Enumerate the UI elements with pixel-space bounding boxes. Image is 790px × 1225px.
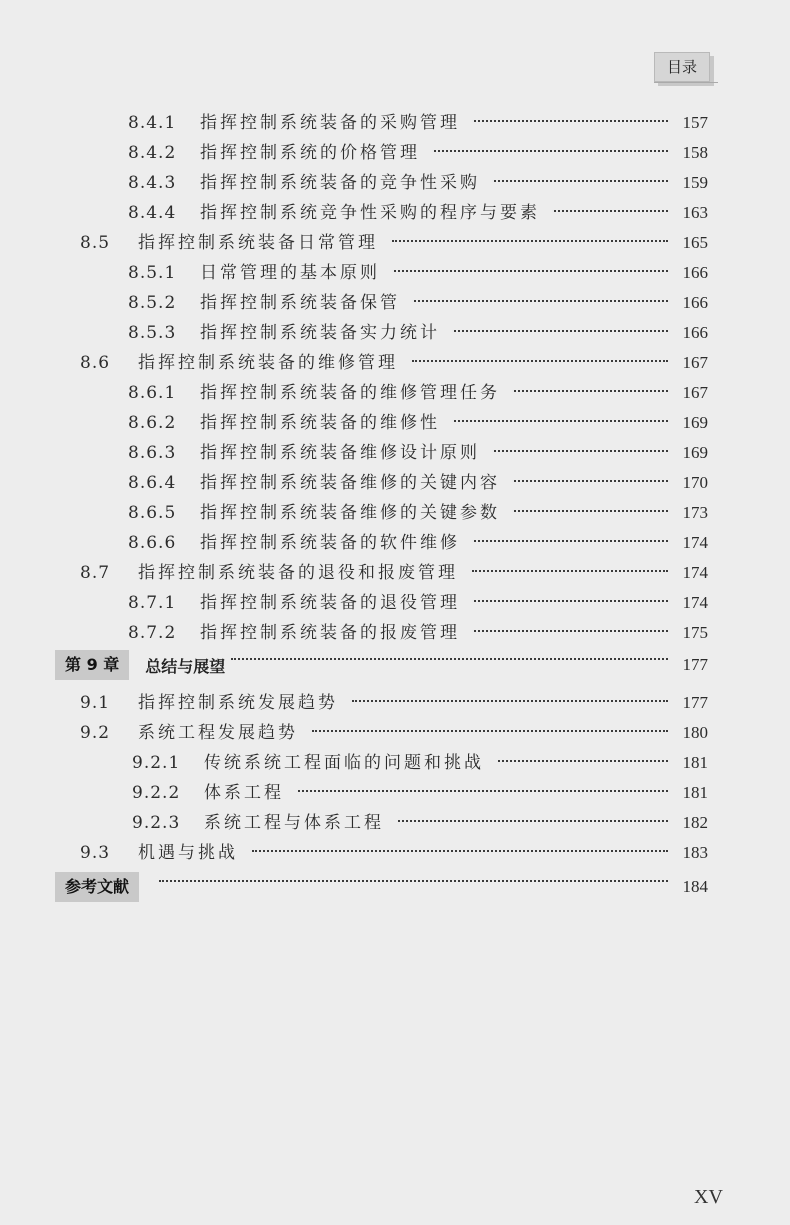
entry-page: 158 [682, 143, 708, 162]
leader-dots [312, 730, 668, 732]
entry-number: 8.7.1 [128, 593, 177, 613]
leader-dots [554, 210, 668, 212]
entry-number: 8.4.2 [128, 143, 177, 163]
entry-page: 163 [682, 203, 708, 222]
entry-number: 8.6.6 [128, 533, 177, 553]
entry-page: 183 [682, 843, 708, 862]
entry-page: 165 [682, 233, 708, 252]
entry-number: 8.6.2 [128, 413, 177, 433]
entry-number: 8.6 [80, 353, 111, 373]
entry-page: 167 [682, 383, 708, 402]
toc-references[interactable] [55, 872, 708, 902]
entry-title: 机遇与挑战 [138, 843, 238, 863]
entry-number: 8.5.2 [128, 293, 177, 313]
toc-entry[interactable] [128, 318, 708, 348]
entry-page: 166 [682, 323, 708, 342]
entry-title: 指挥控制系统装备的维修管理任务 [200, 383, 500, 403]
entry-number: 8.6.3 [128, 443, 177, 463]
entry-title: 指挥控制系统装备日常管理 [138, 233, 378, 253]
header-rule [654, 82, 718, 83]
entry-page: 173 [682, 503, 708, 522]
toc-entry[interactable] [128, 528, 708, 558]
entry-title: 指挥控制系统装备实力统计 [200, 323, 440, 343]
entry-title: 指挥控制系统装备的维修管理 [138, 353, 398, 373]
leader-dots [394, 270, 668, 272]
leader-dots [159, 880, 668, 882]
entry-page: 181 [682, 783, 708, 802]
entry-number: 8.7.2 [128, 623, 177, 643]
entry-title: 指挥控制系统装备维修的关键内容 [200, 473, 500, 493]
toc-entry[interactable] [132, 778, 708, 808]
entry-number: 9.2.3 [132, 813, 181, 833]
toc-entry[interactable] [80, 718, 708, 748]
entry-title: 系统工程与体系工程 [204, 813, 384, 833]
toc-entry[interactable] [128, 288, 708, 318]
toc-entry[interactable] [80, 688, 708, 718]
references-page: 184 [682, 877, 708, 896]
toc-entry[interactable] [128, 438, 708, 468]
entry-title: 指挥控制系统装备的软件维修 [200, 533, 460, 553]
entry-number: 8.6.5 [128, 503, 177, 523]
toc-entry[interactable] [80, 838, 708, 868]
leader-dots [498, 760, 668, 762]
entry-page: 175 [682, 623, 708, 642]
toc-entry[interactable] [128, 378, 708, 408]
entry-title: 指挥控制系统装备的退役和报废管理 [138, 563, 458, 583]
leader-dots [352, 700, 668, 702]
leader-dots [514, 390, 668, 392]
entry-page: 159 [682, 173, 708, 192]
toc-entry[interactable] [128, 468, 708, 498]
entry-page: 166 [682, 263, 708, 282]
toc-chapter[interactable] [55, 650, 708, 680]
entry-page: 174 [682, 593, 708, 612]
toc-entry[interactable] [128, 108, 708, 138]
entry-title: 指挥控制系统装备保管 [200, 293, 400, 313]
entry-number: 8.6.1 [128, 383, 177, 403]
entry-number: 8.4.1 [128, 113, 177, 133]
leader-dots [514, 510, 668, 512]
leader-dots [454, 330, 668, 332]
leader-dots [252, 850, 668, 852]
entry-title: 指挥控制系统装备的退役管理 [200, 593, 460, 613]
toc-entry[interactable] [128, 408, 708, 438]
entry-title: 传统系统工程面临的问题和挑战 [204, 753, 484, 773]
leader-dots [494, 180, 668, 182]
leader-dots [412, 360, 668, 362]
leader-dots [474, 540, 668, 542]
leader-dots [474, 120, 668, 122]
entry-page: 157 [682, 113, 708, 132]
entry-title: 指挥控制系统装备的竞争性采购 [200, 173, 480, 193]
page-number: XV [694, 1186, 723, 1208]
toc-entry[interactable] [80, 348, 708, 378]
toc-entry[interactable] [80, 228, 708, 258]
entry-title: 系统工程发展趋势 [138, 723, 298, 743]
entry-number: 8.5.3 [128, 323, 177, 343]
entry-page: 169 [682, 413, 708, 432]
entry-title: 指挥控制系统装备的维修性 [200, 413, 440, 433]
entry-title: 指挥控制系统的价格管理 [200, 143, 420, 163]
entry-page: 166 [682, 293, 708, 312]
entry-number: 9.1 [80, 693, 111, 713]
entry-number: 9.2.2 [132, 783, 181, 803]
leader-dots [231, 658, 668, 660]
entry-title: 日常管理的基本原则 [200, 263, 380, 283]
entry-number: 8.4.3 [128, 173, 177, 193]
chapter-label: 第 9 章 [55, 650, 129, 680]
entry-title: 指挥控制系统装备的采购管理 [200, 113, 460, 133]
entry-page: 182 [682, 813, 708, 832]
chapter-page: 177 [682, 655, 708, 674]
leader-dots [514, 480, 668, 482]
entry-number: 9.2.1 [132, 753, 181, 773]
entry-number: 9.3 [80, 843, 111, 863]
toc-entry[interactable] [128, 198, 708, 228]
toc-entry[interactable] [128, 258, 708, 288]
toc-entry[interactable] [80, 558, 708, 588]
leader-dots [414, 300, 668, 302]
entry-page: 181 [682, 753, 708, 772]
entry-page: 169 [682, 443, 708, 462]
entry-page: 177 [682, 693, 708, 712]
entry-number: 8.4.4 [128, 203, 177, 223]
toc-entry[interactable] [128, 168, 708, 198]
leader-dots [494, 450, 668, 452]
leader-dots [472, 570, 668, 572]
toc-entry[interactable] [132, 808, 708, 838]
leader-dots [434, 150, 668, 152]
toc-entry[interactable] [128, 498, 708, 528]
toc-entry[interactable] [128, 138, 708, 168]
leader-dots [454, 420, 668, 422]
entry-title: 指挥控制系统发展趋势 [138, 693, 338, 713]
entry-number: 8.5.1 [128, 263, 177, 283]
leader-dots [474, 630, 668, 632]
leader-dots [298, 790, 668, 792]
toc-entry[interactable] [128, 618, 708, 648]
entry-title: 指挥控制系统竞争性采购的程序与要素 [200, 203, 540, 223]
entry-page: 180 [682, 723, 708, 742]
leader-dots [474, 600, 668, 602]
entry-number: 8.7 [80, 563, 111, 583]
entry-page: 174 [682, 563, 708, 582]
entry-title: 指挥控制系统装备的报废管理 [200, 623, 460, 643]
leader-dots [392, 240, 668, 242]
entry-title: 体系工程 [204, 783, 284, 803]
entry-number: 9.2 [80, 723, 111, 743]
entry-page: 174 [682, 533, 708, 552]
entry-number: 8.6.4 [128, 473, 177, 493]
toc-entry[interactable] [132, 748, 708, 778]
entry-title: 指挥控制系统装备维修设计原则 [200, 443, 480, 463]
entry-page: 167 [682, 353, 708, 372]
references-label: 参考文献 [55, 872, 139, 902]
toc-entry[interactable] [128, 588, 708, 618]
entry-page: 170 [682, 473, 708, 492]
chapter-title: 总结与展望 [145, 656, 226, 676]
entry-number: 8.5 [80, 233, 111, 253]
leader-dots [398, 820, 668, 822]
section-tag: 目录 [654, 52, 710, 82]
entry-title: 指挥控制系统装备维修的关键参数 [200, 503, 500, 523]
